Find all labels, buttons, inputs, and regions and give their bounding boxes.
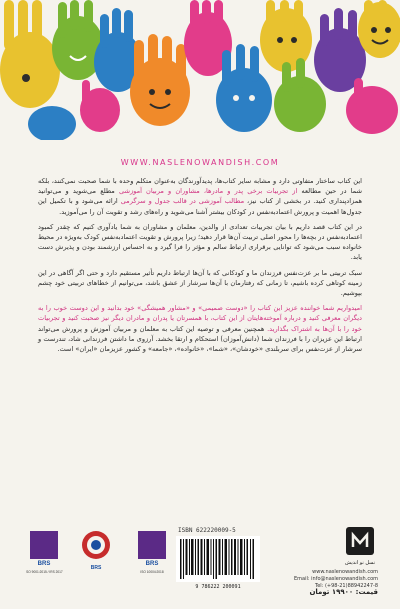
paragraph-3: سبک تربیتی ما بر عزت‌نفس فرزندان ما و کودکانی که با آن‌ها ارتباط داریم تأثیر مستقیم دارد و حتی اگر آگاهی در این زمینه کوتاهی کرده باشیم، تا زمانی که رفتارمان با آن‌ها سرشار از عشق باشد، می‌توانیم از خطاهای تربیتی خود چشم بپوشیم. (38, 268, 362, 298)
brs-sub-right: ISO 10004:2018 (140, 570, 164, 574)
barcode-number: 9 786222 200091 (195, 584, 241, 590)
certification-logos (26, 527, 176, 591)
paragraph-2: در این کتاب قصد داریم با بیان تجربیات تعدادی از والدین، معلمان و مشاوران به شما یادآوری کنیم که چقدر کمبود اعتمادبه‌نفس در بچه‌ها را محور اصلی تربیت آن‌ها قرار دهید؛ زیرا پرورش و تقویت اعتمادبه‌نفس کودک به‌ویژه در محیط خانواده سبب می‌شود که توانایی برقراری ارتباط سالم و مؤثر را فرا گیرد و به احساس ارزشمند بودن و پذیرش دست یابد. (38, 222, 362, 262)
publisher-block (268, 525, 378, 595)
price-label: قیمت: ۱۹۹۰۰ تومان (309, 588, 378, 596)
brs-label-left: BRS (37, 561, 51, 567)
barcode (176, 536, 260, 582)
painted-hands-illustration (0, 0, 400, 140)
isbn-text: ISBN 622220009-5 (178, 527, 236, 534)
publisher-name: نسل نو اندیش (345, 560, 375, 566)
website-url[interactable]: WWW.NASLENOWANDISH.COM (120, 158, 280, 167)
publisher-website[interactable]: www.naslenowandish.com (312, 569, 378, 575)
brs-label-right: BRS (145, 561, 159, 567)
paragraph-4: امیدواریم شما خواننده عزیز این کتاب را «دوست صمیمی» و «مشاور همیشگی» خود بدانید و این دوست خوب را به دیگران معرفی کنید و درباره آموخته‌هایتان از این کتاب، با همسرتان یا پدران و مادران دیگر نیز صحبت کنید و تجربیات خود را با آن‌ها به اشتراک بگذارید. همچنین معرفی و توصیه این کتاب به معلمان و مربیان آموزش و پرورش می‌تواند ارتباط این عزیزان را با فرزندان شما (دانش‌آموزان) استحکام و ارتقا بخشد. آرزوی ما داشتن فرزندانی شاد، تندرست و سرشار از عزت‌نفس برای سربلندی «خودشان»، «شما»، «خانواده»، «جامعه» و کشور عزیزمان «ایران» است. (38, 304, 363, 354)
brs-logo-right (138, 531, 166, 574)
description-text (38, 176, 362, 359)
brs-label-middle: BRS (90, 565, 102, 571)
publisher-logo-icon (344, 525, 376, 559)
brs-logo-left (26, 531, 63, 574)
brs-sub-left: ISO 9001:2015 / IRS 2017 (26, 570, 63, 574)
publisher-email[interactable]: Email: info@naslenowandish.com (294, 576, 378, 582)
paragraph-1: این کتاب ساختار متفاوتی دارد و مشابه سایر کتاب‌ها، پدیدآورندگان به‌عنوان متکلم وحده با شما صحبت نمی‌کنند، بلکه شما در حین مطالعه از تجربیات برخی پدر و مادرها، مشاوران و مربیان آموزشی مطلع می‌شوید و می‌توانید همزادپنداری کنید. در بخشی از کتاب نیز، مطالب آموزشی در قالب جدول و سرگرمی ارائه می‌شود و با تکمیل این جدول‌ها اهمیت و پرورش اعتمادبه‌نفس در کودکان بیشتر آشنا می‌شوید و راه‌های رشد و تقویت آن را می‌آموزید. (38, 177, 363, 216)
publisher-tel: Tel: (+98-21)88942247-8 (315, 583, 378, 589)
emblem-logo-middle (82, 531, 110, 571)
